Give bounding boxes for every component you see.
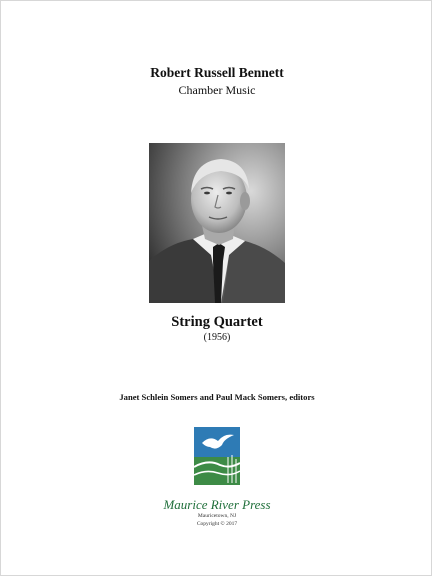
portrait-illustration <box>149 143 285 303</box>
publisher-location: Mauricetown, NJ <box>197 513 237 519</box>
work-title: String Quartet <box>171 314 263 330</box>
editors-credit: Janet Schlein Somers and Paul Mack Somers, editors <box>119 392 315 402</box>
publisher-name: Maurice River Press <box>163 497 271 512</box>
work-year: (1956) <box>203 332 231 343</box>
composer-name: Robert Russell Bennett <box>150 65 284 80</box>
bird-over-river-logo-icon <box>194 427 240 485</box>
collection-title: Chamber Music <box>178 83 256 97</box>
composer-portrait-photo <box>149 143 285 303</box>
copyright-notice: Copyright © 2017 <box>196 521 238 527</box>
